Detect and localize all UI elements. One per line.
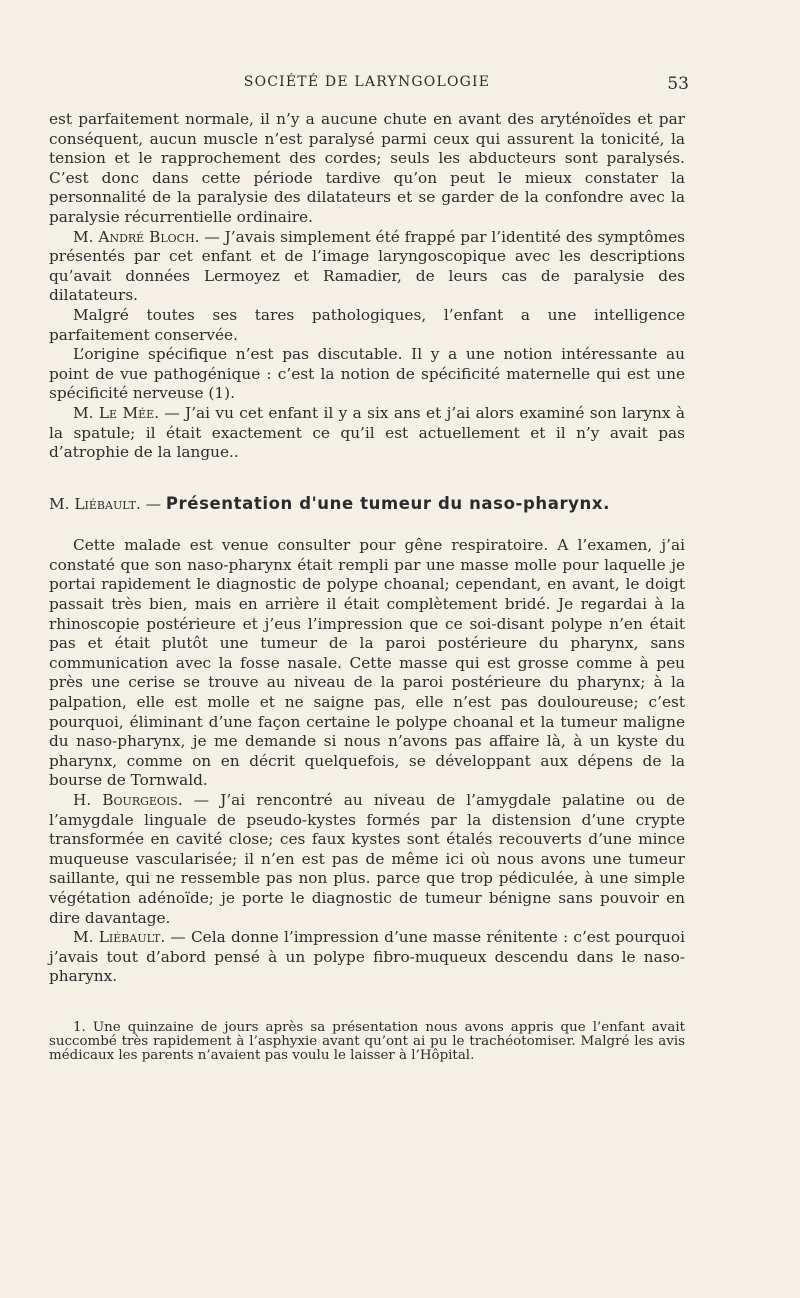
paragraph: est parfaitement normale, il n’y a aucune chute en avant des aryténoïdes et par conséquent, aucun muscle n’est paralysé parmi ceux qui assurent la tonicité, la tension et le rapprochement des cordes; seuls les abducteurs sont paralysés. C’est donc dans cette période tardive qu’on peut le mieux constater la personnalité de la paralysie des dilatateurs et se garder de la confondre avec la paralysie récurrentielle ordinaire. (49, 110, 685, 226)
speaker-name: M. Le Mée. (73, 403, 160, 422)
speaker-name: M. Liébault. (49, 494, 141, 513)
spacer (49, 514, 685, 536)
page-number: 53 (667, 74, 689, 94)
paragraph: L’origine spécifique n’est pas discutable. Il y a une notion intéressante au point de vue pathogénique : c’est la notion de spécificité maternelle qui est une spécificité nerveuse (1). (49, 345, 685, 403)
speaker-name: M. André Bloch. (73, 227, 200, 246)
paragraph-text: — J’ai rencontré au niveau de l’amygdale palatine ou de l’amygdale linguale de pseudo-kystes formés par la distension d’une crypte transformée en cavité close; ces faux kystes sont étalés recouverts d’une mince muqueuse vascularisée; il n’en est pas de même ici où nous avons une tumeur saillante, qui ne ressemble pas non plus. parce que trop pédiculée, à une simple végétation adénoïde; je porte le diagnostic de tumeur bénigne sans pouvoir en dire davantage. (49, 791, 685, 927)
paragraph: Cette malade est venue consulter pour gêne respiratoire. A l’examen, j’ai constaté que son naso-pharynx était rempli par une masse molle pour laquelle je portai rapidement le diagnostic de polype choanal; cependant, en avant, le doigt passait très bien, mais en arrière il était complètement bridé. Je regardai à la rhinoscopie postérieure et j’eus l’impression que ce soi-disant polype n’en était pas et était plutôt une tumeur de la paroi postérieure du pharynx, sans communication avec la fosse nasale. Cette masse qui est grosse comme à peu près une cerise se trouve au niveau de la paroi postérieure du pharynx; à la palpation, elle est molle et ne saigne pas, elle n’est pas douloureuse; c’est pourquoi, éliminant d’une façon certaine le polype choanal et la tumeur maligne du naso-pharynx, je me demande si nous n’avons pas affaire là, à un kyste du pharynx, comme on en décrit quelquefois, se développant aux dépens de la bourse de Tornwald. (49, 536, 685, 790)
paragraph-text: — Cela donne l’impression d’une masse rénitente : c’est pourquoi j’avais tout d’abord pensé à un polype fibro-muqueux descendu dans le naso-pharynx. (49, 928, 686, 986)
paragraph (49, 228, 685, 306)
running-head: SOCIÉTÉ DE LARYNGOLOGIE (243, 74, 491, 90)
page (49, 74, 689, 1064)
section-heading (49, 494, 685, 515)
speaker-name: H. Bourgeois. (73, 791, 183, 809)
paragraph: Malgré toutes ses tares pathologiques, l’enfant a une intelligence parfaitement conservée. (49, 305, 685, 344)
paragraph-text: — J’ai vu cet enfant il y a six ans et j’ai alors examiné son larynx à la spatule; il était exactement ce qu’il est actuellement et il n’y avait pas d’atrophie de la langue.. (49, 403, 685, 462)
spacer (49, 463, 685, 494)
paragraph (49, 791, 685, 928)
speaker-name: M. Liébault. (73, 928, 166, 947)
footnote-text: 1. Une quinzaine de jours après sa présentation nous avons appris que l’enfant avait succombé très rapidement à l’asphyxie avant qu’ont ai pu le trachéotomiser. Malgré les avis médicaux les parents n’avaient pas voulu le laisser à l’Hôpital. (49, 1019, 685, 1064)
paragraph (49, 928, 685, 987)
section-title: Présentation d'une tumeur du naso-pharynx. (165, 493, 610, 513)
page-header (49, 74, 689, 104)
footnote (49, 1021, 685, 1064)
paragraph (49, 404, 685, 463)
heading-dash: — (140, 494, 166, 513)
paragraph-text: — J’avais simplement été frappé par l’identité des symptômes présentés par cet enfant et de l’image laryngoscopique avec les descriptions qu’avait données Lermoyez et Ramadier, de leurs cas de paralysie des dilatateurs. (49, 227, 685, 305)
body-text (49, 110, 685, 987)
